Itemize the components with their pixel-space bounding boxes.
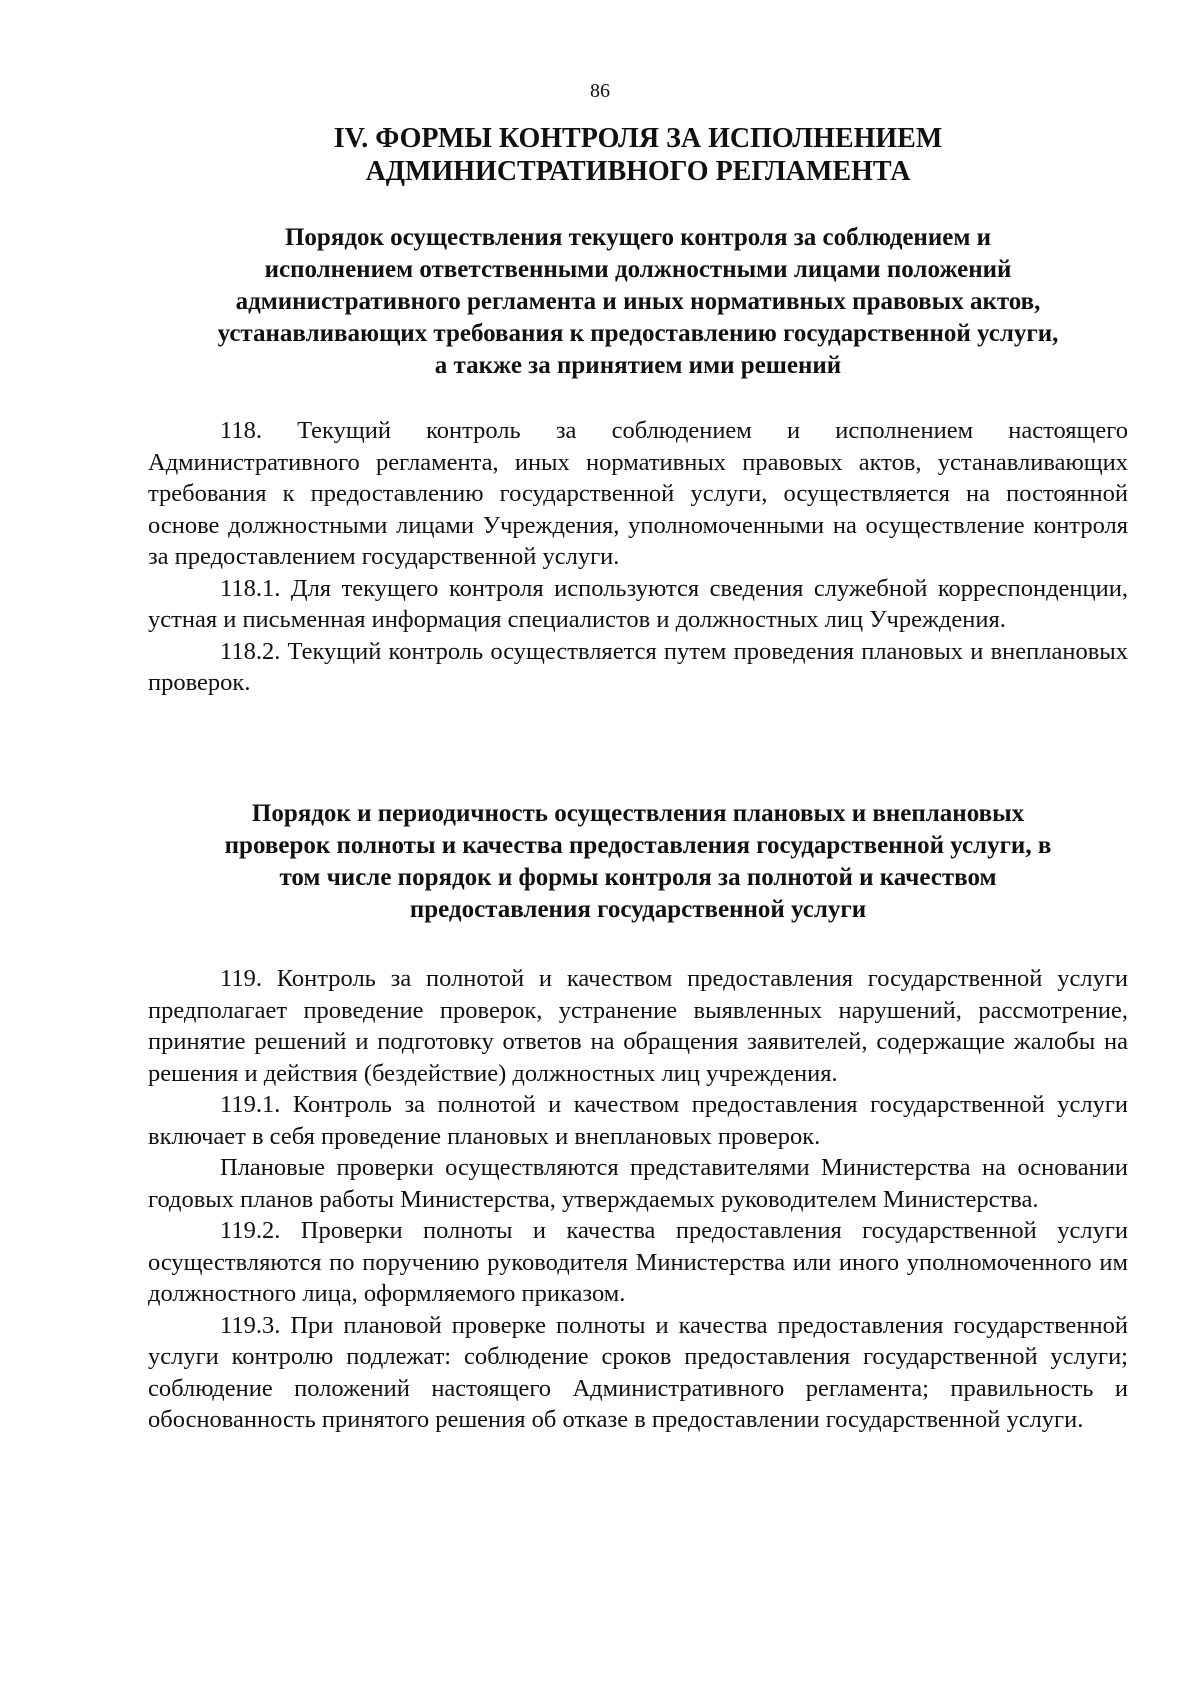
section-heading-line: Порядок осуществления текущего контроля за соблюдением и — [284, 224, 992, 251]
paragraph-planned-inspections: Плановые проверки осуществляются представителями Министерства на основании годовых планов работы Министерства, утверждаемых руководителем Министерства. — [148, 1154, 1128, 1213]
paragraph-119-1: 119.1. Контроль за полнотой и качеством предоставления государственной услуги включает в себя проведение плановых и внеплановых проверок. — [148, 1091, 1128, 1150]
paragraph-119: 119. Контроль за полнотой и качеством предоставления государственной услуги предполагает проведение проверок, устранение выявленных нарушений, рассмотрение, принятие решений и подготовку ответов на обращения заявителей, содержащие жалобы на решения и действия (бездействие) должностных лиц учреждения. — [148, 965, 1128, 1087]
section-heading-current-control — [148, 222, 1128, 382]
section-heading-inspections — [148, 798, 1128, 926]
chapter-heading-line: АДМИНИСТРАТИВНОГО РЕГЛАМЕНТА — [365, 156, 911, 187]
paragraph-118-1: 118.1. Для текущего контроля используются сведения служебной корреспонденции, устная и письменная информация специалистов и должностных лиц Учреждения. — [148, 574, 1128, 633]
section-body-inspections — [148, 963, 1128, 1436]
section-heading-line: административного регламента и иных нормативных правовых актов, — [235, 288, 1041, 315]
section-heading-line: устанавливающих требования к предоставлению государственной услуги, — [217, 320, 1059, 347]
section-body-current-control — [148, 415, 1128, 699]
section-heading-line: исполнением ответственными должностными лицами положений — [264, 256, 1012, 283]
paragraph-118-2: 118.2. Текущий контроль осуществляется путем проведения плановых и внеплановых проверок. — [148, 637, 1128, 696]
paragraph-118: 118. Текущий контроль за соблюдением и исполнением настоящего Административного регламента, иных нормативных правовых актов, устанавливающих требования к предоставлению государственной услуги, осуществляется на постоянной основе должностными лицами Учреждения, уполномоченными на осуществление контроля за предоставлением государственной услуги. — [148, 417, 1128, 570]
section-heading-line: Порядок и периодичность осуществления плановых и внеплановых — [251, 800, 1025, 827]
section-heading-line: том числе порядок и формы контроля за полнотой и качеством — [279, 864, 997, 891]
section-heading-line: предоставления государственной услуги — [409, 896, 867, 923]
section-heading-line: проверок полноты и качества предоставления государственной услуги, в — [224, 832, 1052, 859]
chapter-heading — [148, 122, 1128, 188]
paragraph-119-3: 119.3. При плановой проверке полноты и качества предоставления государственной услуги контролю подлежат: соблюдение сроков предоставления государственной услуги; соблюдение положений настоящего Административного регламента; правильность и обоснованность принятого решения об отказе в предоставлении государственной услуги. — [148, 1311, 1128, 1433]
page-number: 86 — [590, 80, 610, 102]
chapter-heading-line: IV. ФОРМЫ КОНТРОЛЯ ЗА ИСПОЛНЕНИЕМ — [333, 123, 943, 154]
section-heading-line: а также за принятием ими решений — [434, 352, 842, 379]
paragraph-119-2: 119.2. Проверки полноты и качества предоставления государственной услуги осуществляются по поручению руководителя Министерства или иного уполномоченного им должностного лица, оформляемого приказом. — [148, 1217, 1128, 1307]
